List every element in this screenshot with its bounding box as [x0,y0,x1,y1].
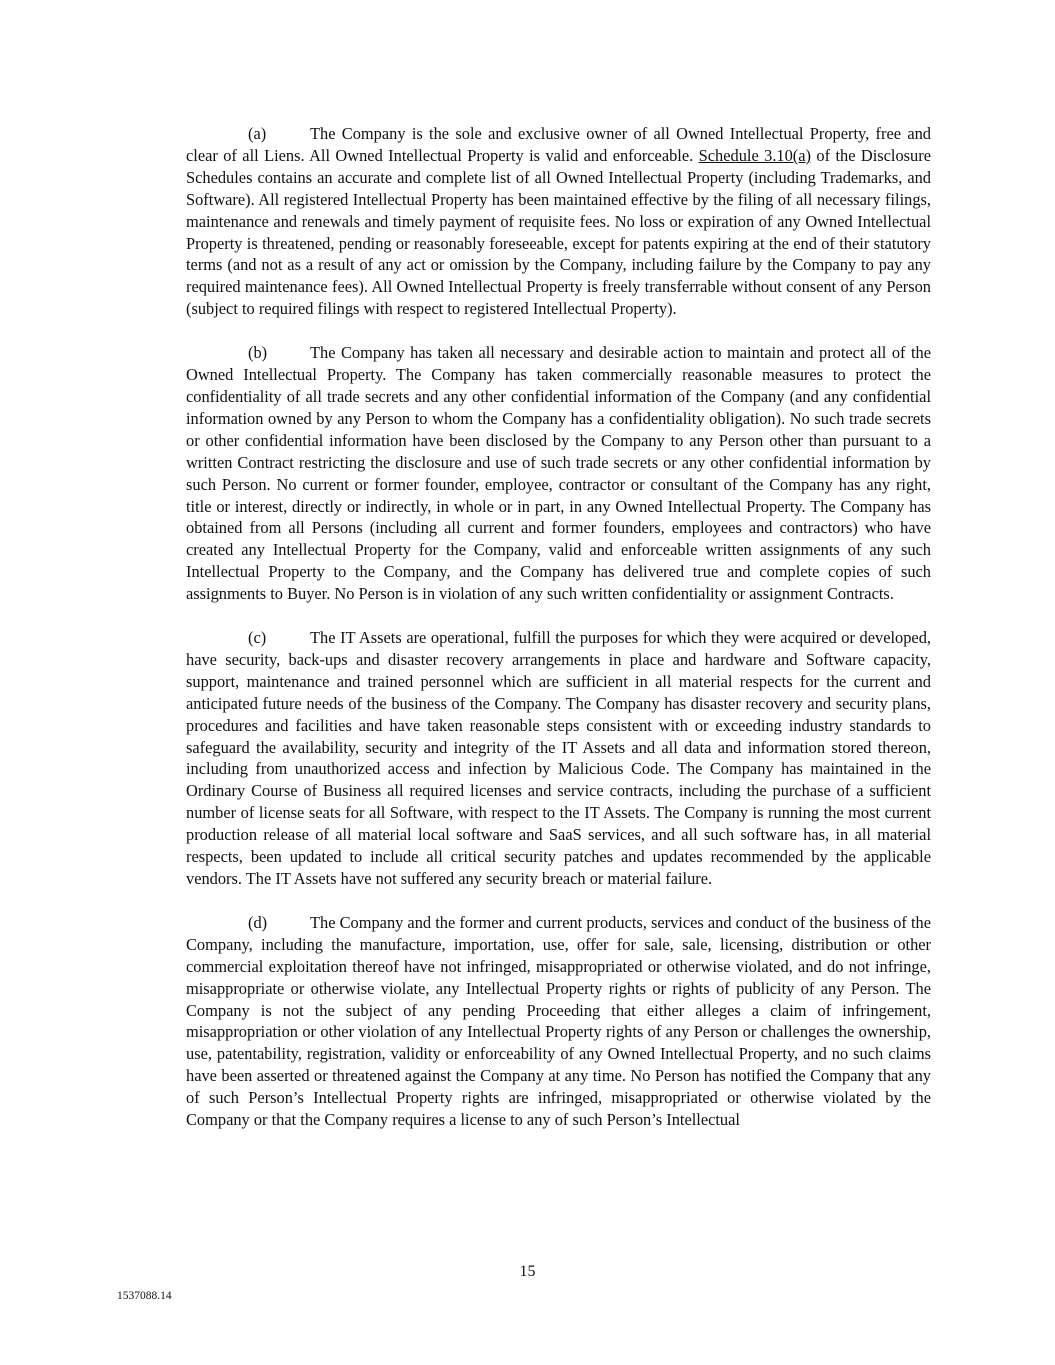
paragraph-d [186,912,931,1131]
paragraph-text-continued: of the Disclosure Schedules contains an accurate and complete list of all Owned Intellectual Property (including Trademarks, and Software). All registered Intellectual Property has been maintained effective by the filing of all necessary filings, maintenance and renewals and timely payment of requisite fees. No loss or expiration of any Owned Intellectual Property is threatened, pending or reasonably foreseeable, except for patents expiring at the end of their statutory terms (and not as a result of any act or omission by the Company, including failure by the Company to pay any required maintenance fees). All Owned Intellectual Property is freely transferrable without consent of any Person (subject to required filings with respect to registered Intellectual Property). [186,145,931,319]
document-body [186,123,931,1153]
paragraph-label: (a) [248,124,267,143]
document-id: 1537088.14 [117,1290,172,1302]
paragraph-label: (d) [248,912,268,932]
paragraph-c [186,627,931,890]
page-number: 15 [519,1263,536,1280]
paragraph-text: The Company and the former and current products, services and conduct of the business of the Company, including the manufacture, importation, use, offer for sale, sale, licensing, distribution or other commercial exploitation thereof have not infringed, misappropriated or otherwise violated, and do not infringe, misappropriate or otherwise violate, any Intellectual Property rights or rights of publicity of any Person. The Company is not the subject of any pending Proceeding that either alleges a claim of infringement, misappropriation or other violation of any Intellectual Property rights of any Person or challenges the ownership, use, patentability, registration, validity or enforceability of any Owned Intellectual Property, and no such claims have been asserted or threatened against the Company at any time. No Person has notified the Company that any of such Person’s Intellectual Property rights are infringed, misappropriated or otherwise violated by the Company or that the Company requires a license to any of such Person’s Intellectual [186,912,931,1130]
paragraph-text: The Company is the sole and exclusive owner of all Owned Intellectual Property, free and clear of all Liens. All Owned Intellectual Property is valid and enforceable. [186,124,931,165]
paragraph-label: (c) [248,628,267,648]
paragraph-label: (b) [248,343,268,363]
paragraph-text: The Company has taken all necessary and desirable action to maintain and protect all of the Owned Intellectual Property. The Company has taken commercially reasonable measures to protect the confidentiality of all trade secrets and any other confidential information of the Company (and any confidential information owned by any Person to whom the Company has a confidentiality obligation). No such trade secrets or other confidential information have been disclosed by the Company to any Person other than pursuant to a written Contract restricting the disclosure and use of such trade secrets or any other confidential information by such Person. No current or former founder, employee, contractor or consultant of the Company has any right, title or interest, directly or indirectly, in whole or in part, in any Owned Intellectual Property. The Company has obtained from all Persons (including all current and former founders, employees and contractors) who have created any Intellectual Property for the Company, valid and enforceable written assignments of any such Intellectual Property to the Company, and the Company has delivered true and complete copies of such assignments to Buyer. No Person is in violation of any such written confidentiality or assignment Contracts. [186,343,931,604]
paragraph-a [186,123,931,320]
paragraph-text: The IT Assets are operational, fulfill the purposes for which they were acquired or developed, have security, back-ups and disaster recovery arrangements in place and hardware and Software capacity, support, maintenance and trained personnel which are sufficient in all material respects for the current and anticipated future needs of the business of the Company. The Company has disaster recovery and security plans, procedures and facilities and have taken reasonable steps consistent with or exceeding industry standards to safeguard the availability, security and integrity of the IT Assets and all data and information stored thereon, including from unauthorized access and infection by Malicious Code. The Company has maintained in the Ordinary Course of Business all required licenses and service contracts, including the purchase of a sufficient number of license seats for all Software, with respect to the IT Assets. The Company is running the most current production release of all material local software and SaaS services, and all such software has, in all material respects, been updated to include all critical security patches and updates recommended by the applicable vendors. The IT Assets have not suffered any security breach or material failure. [186,628,931,888]
paragraph-b [186,342,931,605]
schedule-reference: Schedule 3.10(a) [698,145,811,165]
